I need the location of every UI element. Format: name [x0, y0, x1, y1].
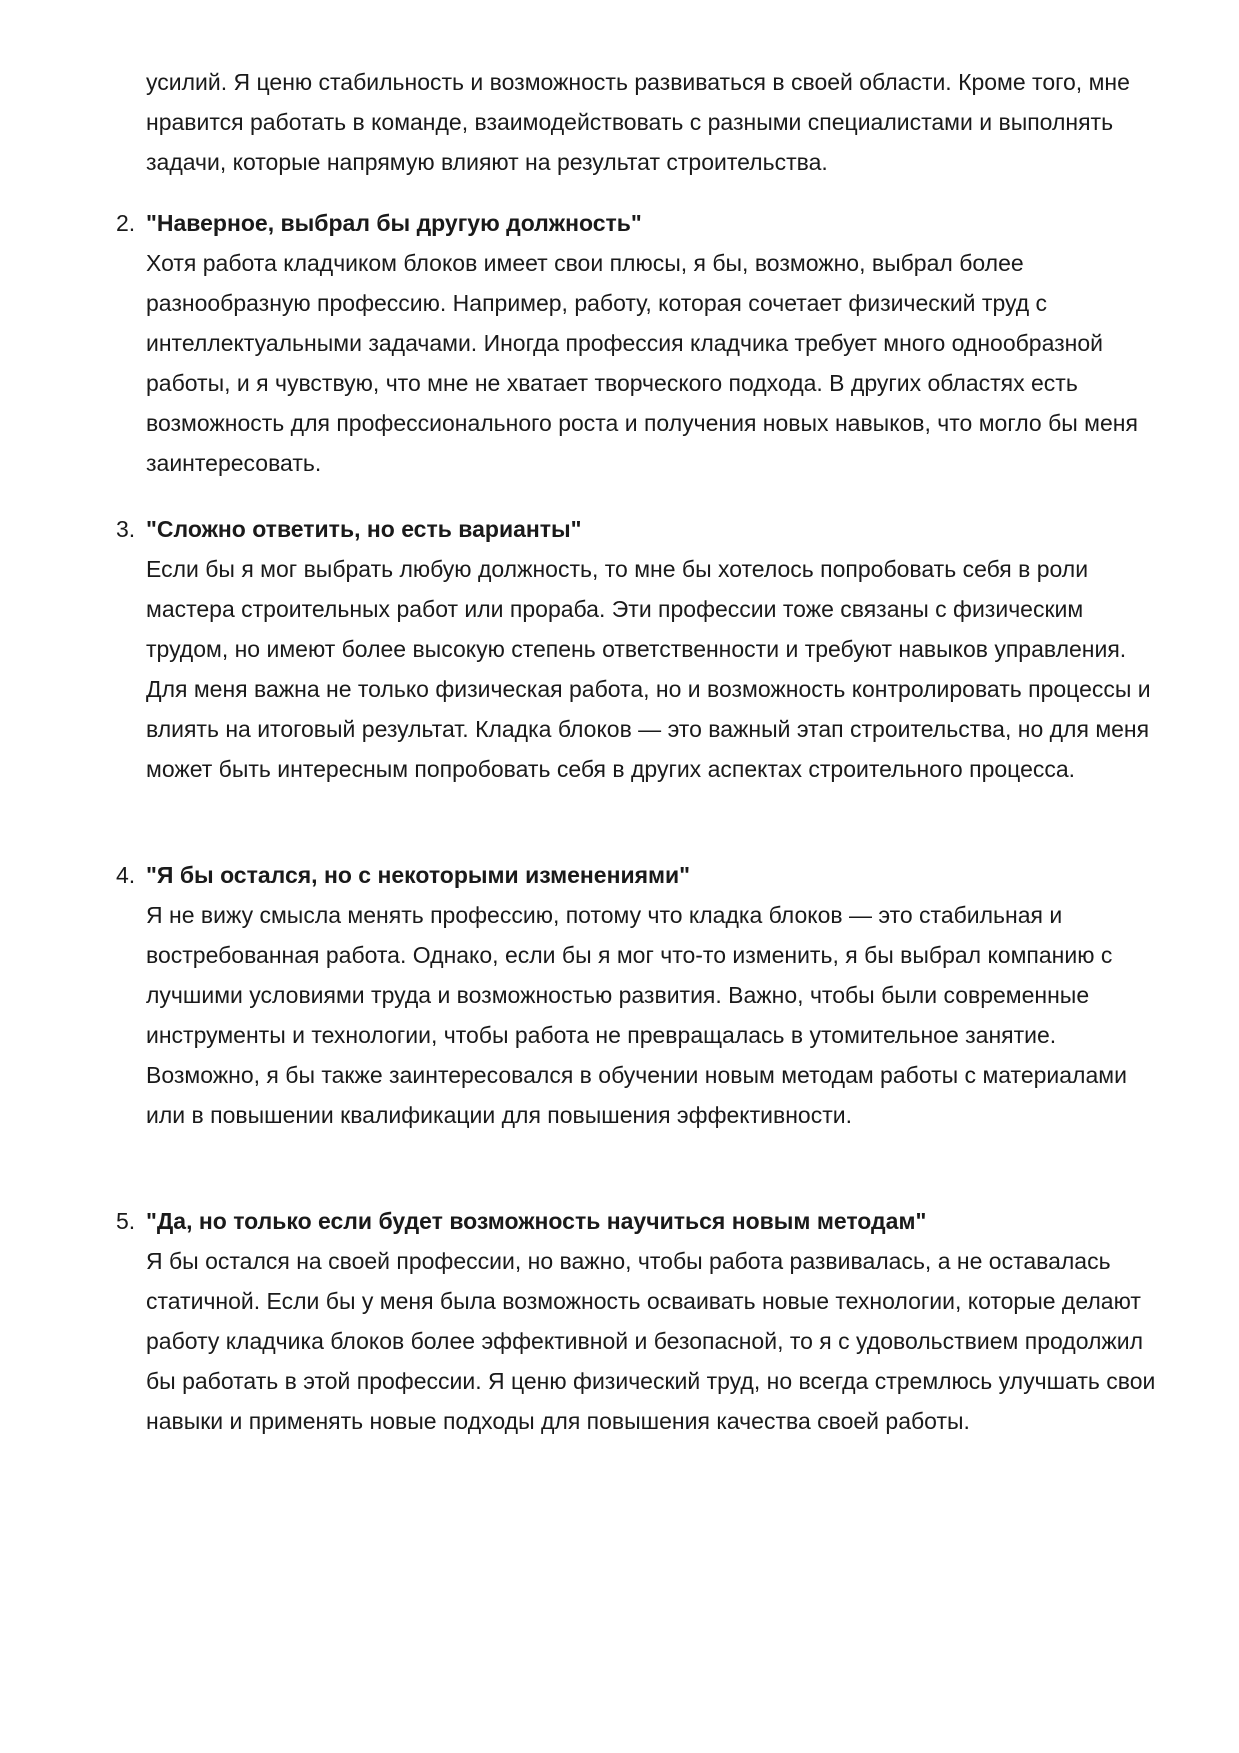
- answer-title: "Да, но только если будет возможность научиться новым методам": [146, 1208, 927, 1234]
- answer-body: Хотя работа кладчиком блоков имеет свои плюсы, я бы, возможно, выбрал более разнообразную профессию. Например, работу, которая сочетает физический труд с интеллектуальными задачами. Иногда профессия кладчика требует много однообразной работы, и я чувствую, что мне не хватает творческого подхода. В других областях есть возможность для профессионального роста и получения новых навыков, что могло бы меня заинтересовать.: [146, 250, 1138, 476]
- answer-number: 5.: [116, 1208, 136, 1234]
- continuation-paragraph: усилий. Я ценю стабильность и возможность развиваться в своей области. Кроме того, мне нравится работать в команде, взаимодействовать с разными специалистами и выполнять задачи, которые напрямую влияют на результат строительства.: [146, 69, 1130, 175]
- answer-number: 3.: [116, 516, 136, 542]
- answer-title: "Сложно ответить, но есть варианты": [146, 516, 582, 542]
- answer-body: Если бы я мог выбрать любую должность, то мне бы хотелось попробовать себя в роли мастера строительных работ или прораба. Эти профессии тоже связаны с физическим трудом, но имеют более высокую степень ответственности и требуют навыков управления. Для меня важна не только физическая работа, но и возможность контролировать процессы и влиять на итоговый результат. Кладка блоков — это важный этап строительства, но для меня может быть интересным попробовать себя в других аспектах строительного процесса.: [146, 556, 1151, 782]
- answer-body: Я бы остался на своей профессии, но важно, чтобы работа развивалась, а не оставалась статичной. Если бы у меня была возможность осваивать новые технологии, которые делают работу кладчика блоков более эффективной и безопасной, то я с удовольствием продолжил бы работать в этой профессии. Я ценю физический труд, но всегда стремлюсь улучшать свои навыки и применять новые подходы для повышения качества своей работы.: [146, 1248, 1156, 1434]
- answer-number: 4.: [116, 862, 136, 888]
- answer-title: "Наверное, выбрал бы другую должность": [146, 210, 642, 236]
- answer-number: 2.: [116, 210, 136, 236]
- answer-title: "Я бы остался, но с некоторыми изменениями": [146, 862, 691, 888]
- answer-body: Я не вижу смысла менять профессию, потому что кладка блоков — это стабильная и востребованная работа. Однако, если бы я мог что-то изменить, я бы выбрал компанию с лучшими условиями труда и возможностью развития. Важно, чтобы были современные инструменты и технологии, чтобы работа не превращалась в утомительное занятие. Возможно, я бы также заинтересовался в обучении новым методам работы с материалами или в повышении квалификации для повышения эффективности.: [146, 902, 1127, 1128]
